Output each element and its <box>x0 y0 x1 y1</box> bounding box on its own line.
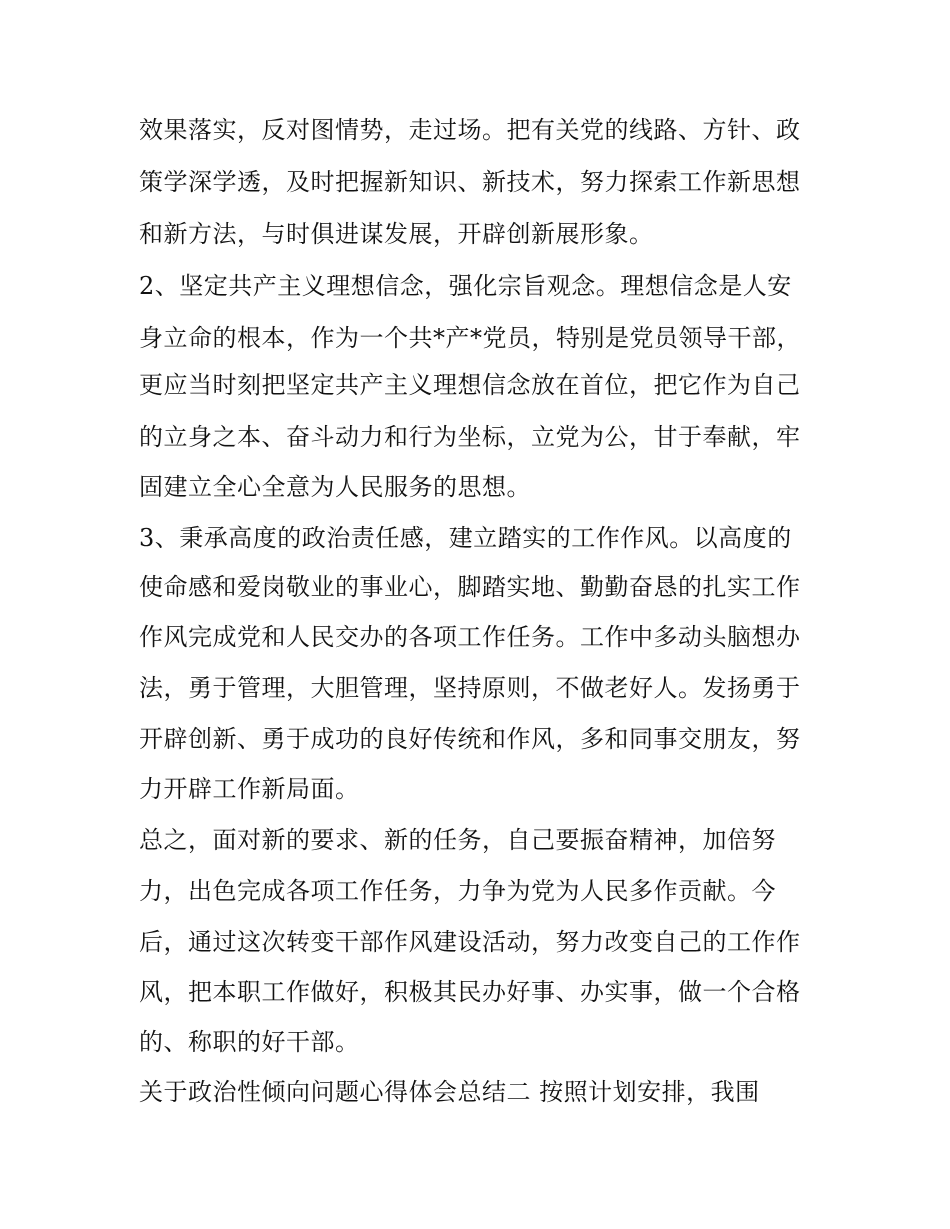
text-line: 3、秉承高度的政治责任感，建立踏实的工作作风。以高度的 <box>139 524 792 552</box>
text-line: 总之，面对新的要求、新的任务，自己要振奋精神，加倍努 <box>139 826 776 854</box>
text-line: 2、坚定共产主义理想信念，强化宗旨观念。理想信念是人安 <box>139 272 792 300</box>
text-line: 策学深学透，及时把握新知识、新技术，努力探索工作新思想 <box>139 168 801 196</box>
text-line: 法，勇于管理，大胆管理，坚持原则，不做老好人。发扬勇于 <box>139 674 801 702</box>
text-line: 关于政治性倾向问题心得体会总结二 按照计划安排，我围 <box>139 1078 760 1106</box>
text-line: 使命感和爱岗敬业的事业心，脚踏实地、勤勤奋恳的扎实工作 <box>139 573 801 601</box>
text-line: 效果落实，反对图情势，走过场。把有关党的线路、方针、政 <box>139 116 801 144</box>
text-line: 的、称职的好干部。 <box>139 1028 360 1056</box>
text-line: 开辟创新、勇于成功的良好传统和作风，多和同事交朋友，努 <box>139 725 801 753</box>
text-line: 力，出色完成各项工作任务，力争为党为人民多作贡献。今 <box>139 877 776 905</box>
text-line: 和新方法，与时俱进谋发展，开辟创新展形象。 <box>139 220 654 248</box>
text-line: 身立命的根本，作为一个共*产*党员，特别是党员领导干部， <box>139 324 801 352</box>
text-line: 力开辟工作新局面。 <box>139 775 360 803</box>
text-line: 作风完成党和人民交办的各项工作任务。工作中多动头脑想办 <box>139 623 801 651</box>
text-line: 后，通过这次转变干部作风建设活动，努力改变自己的工作作 <box>139 928 801 956</box>
text-line: 更应当时刻把坚定共产主义理想信念放在首位，把它作为自己 <box>139 371 801 399</box>
text-line: 的立身之本、奋斗动力和行为坐标，立党为公，甘于奉献，牢 <box>139 423 801 451</box>
text-line: 风，把本职工作做好，积极其民办好事、办实事，做一个合格 <box>139 978 801 1006</box>
text-line: 固建立全心全意为人民服务的思想。 <box>139 473 531 501</box>
